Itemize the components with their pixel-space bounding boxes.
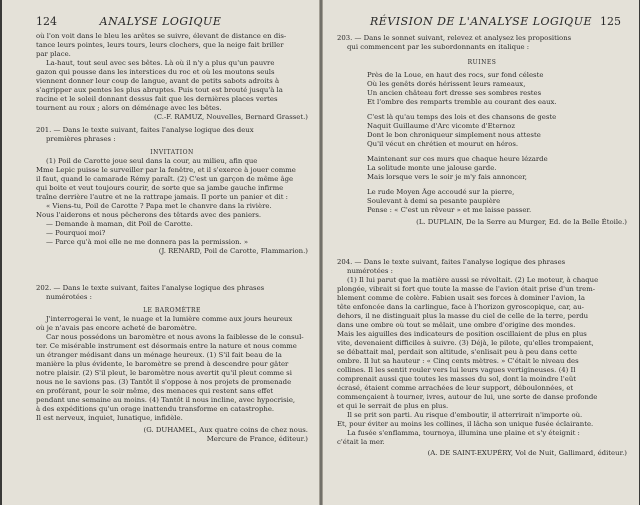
text-line: gazon qui pousse dans les interstices du roc et où les moutons seuls — [36, 68, 275, 76]
text-line: comprenait aussi que toutes les masses du sol, dont la moindre l'eût — [337, 375, 577, 383]
text-line: traîne derrière l'autre et ne la rattrape jamais. Il porte un panier et dit : — [36, 193, 288, 201]
text-line: La fusée s'enflamma, tournoya, illumina une plaine et s'y éteignit : — [347, 429, 580, 437]
poem-line: Et l'ombre des remparts tremble au courant des eaux. — [367, 98, 557, 106]
text-line: nous ne le savions pas. (3) Tantôt il s'oppose à nos projets de promenade — [36, 378, 292, 386]
text-line: tance leurs pointes, leurs tours, leurs clochers, que la neige fait briller — [36, 41, 284, 49]
exercise-heading: numérotées : — [46, 293, 92, 301]
text-line: il faut, quand le camarade Rémy paraît. (2) C'est un garçon de même âge — [36, 175, 294, 183]
poem-line: Naquit Guillaume d'Arc vicomte d'Eternoz — [367, 122, 516, 130]
exercise-heading: numérotées : — [347, 267, 393, 275]
poem-line: Maintenant sur ces murs que chaque heure lézarde — [367, 155, 548, 163]
exercise-title: LE BAROMÈTRE — [143, 307, 201, 314]
exercise-heading: 204. — Dans le texte suivant, faites l'analyse logique des phrases — [337, 258, 566, 266]
exercise-heading: 202. — Dans le texte suivant, faites l'analyse logique des phrases — [36, 284, 265, 292]
text-line: s'agripper aux pentes les plus abruptes. Puis tout est brouté jusqu'à la — [36, 86, 283, 94]
poem — [337, 71, 627, 215]
exercise-title: RUINES — [467, 59, 497, 66]
exercise-201 — [36, 126, 308, 256]
text-line: qui boite et veut toujours courir, de sorte que sa jambe gauche infirme — [36, 184, 284, 192]
text-line: blement comme de colère. Fabien usait ses forces à dominer l'avion, la — [337, 294, 585, 302]
left-top-paragraph — [36, 32, 308, 122]
poem-line: Soulevant à demi sa pesante paupière — [367, 197, 501, 205]
source-citation: (A. DE SAINT-EXUPÉRY, Vol de Nuit, Gallimard, éditeur.) — [427, 449, 627, 457]
left-running-head: ANALYSE LOGIQUE — [99, 15, 222, 28]
exercise-203 — [337, 34, 627, 227]
right-page-number: 125 — [600, 15, 621, 28]
text-line: (1) Il lui parut que la matière aussi se révoltait. (2) Le moteur, à chaque — [347, 276, 599, 284]
text-line: plongée, vibrait si fort que toute la masse de l'avion était prise d'un trem- — [337, 285, 596, 293]
poem-line: Un ancien château fort dresse ses sombres restes — [367, 89, 542, 97]
text-line: commençaient à tourner, ivres, autour de lui, une sorte de danse profonde — [337, 393, 598, 401]
poem-line: Dont le bon chroniqueur simplement nous atteste — [367, 131, 541, 139]
poem-line: Mais lorsque vers le soir je m'y fais annoncer, — [367, 173, 527, 181]
exercise-204 — [337, 258, 627, 458]
text-line: en proférant, pour le soir même, des menaces qui restent sans effet — [36, 387, 274, 395]
text-line: par place. — [36, 50, 71, 58]
right-running-head: RÉVISION DE L'ANALYSE LOGIQUE — [369, 15, 592, 28]
text-line: Mme Lepic puisse le surveiller par la fenêtre, et il s'exerce à jouer comme — [36, 166, 296, 174]
source-citation: Mercure de France, éditeur.) — [206, 435, 308, 443]
text-line: se débattait mal, perdait son altitude, s'enlisait peu à peu dans cette — [337, 348, 577, 356]
right-page — [323, 0, 639, 505]
exercise-title: INVITATION — [150, 149, 194, 156]
poem-line: La solitude monte une jalouse garde. — [367, 164, 497, 172]
exercise-heading: 203. — Dans le sonnet suivant, relevez et analysez les propositions — [337, 34, 572, 42]
exercise-heading: premières phrases : — [46, 135, 116, 143]
text-line: « Viens-tu, Poil de Carotte ? Papa met le chanvre dans la rivière. — [46, 202, 272, 210]
text-line: — Demande à maman, dit Poil de Carotte. — [46, 220, 193, 228]
text-line: pendant une semaine au moins. (4) Tantôt il nous incline, avec hypocrisie, — [36, 396, 296, 404]
text-line: ombre. Il lut sa hauteur : « Cinq cents mètres. » C'était le niveau des — [337, 357, 579, 365]
text-line: Car nous possédons un baromètre et nous avons la faiblesse de le consul- — [46, 333, 304, 341]
text-line: collines. Il les sentit rouler vers lui leurs vagues vertigineuses. (4) Il — [337, 366, 576, 374]
text-line: où je n'avais pas encore acheté de baromètre. — [36, 324, 197, 332]
text-line: viennent donner leur coup de langue, avant de petits sabots adroits à — [36, 77, 280, 85]
text-line: et qui le serrait de plus en plus. — [337, 402, 449, 410]
text-line: Il se prit son parti. Au risque d'emboutir, il atterrirait n'importe où. — [347, 411, 583, 419]
text-line: écrasé, étaient comme arrachées de leur support, déboulonnées, et — [337, 384, 574, 392]
text-line: tournent au roux ; alors on déménage avec les bêtes. — [36, 104, 222, 112]
text-line: Nous l'aiderons et nous pêcherons des têtards avec des paniers. — [36, 211, 262, 219]
poem-line: Pense : « C'est un rêveur » et me laisse passer. — [367, 206, 532, 214]
poem-line: Le rude Moyen Âge accoudé sur la pierre, — [367, 188, 515, 196]
text-line: un étranger médisant dans un ménage heureux. (1) S'il fait beau de la — [36, 351, 282, 359]
poem-line: C'est là qu'au temps des lois et des chansons de geste — [367, 113, 557, 121]
text-line: J'interrogerai le vent, le nuage et la lumière comme aux jours heureux — [46, 315, 293, 323]
source-citation: (G. DUHAMEL, Aux quatre coins de chez nous. — [143, 426, 308, 434]
left-page-number: 124 — [36, 15, 57, 28]
text-line: notre plaisir. (2) S'il pleut, le baromètre nous avertit qu'il pleut comme si — [36, 369, 292, 377]
text-line: ter. Ce misérable instrument est désormais entre la nature et nous comme — [36, 342, 297, 350]
text-line: — Pourquoi moi? — [46, 229, 106, 237]
source-citation: (C.-F. RAMUZ, Nouvelles, Bernard Grasset.) — [154, 113, 308, 121]
exercise-202 — [36, 284, 308, 444]
left-page — [2, 0, 319, 505]
source-citation: (J. RENARD, Poil de Carotte, Flammarion.) — [158, 247, 308, 255]
text-line: manière la plus évidente, le baromètre se prend à descendre pour gâter — [36, 360, 289, 368]
text-line: (1) Poil de Carotte joue seul dans la cour, au milieu, afin que — [46, 157, 258, 165]
exercise-heading: qui commencent par les subordonnants en italique : — [347, 43, 530, 51]
poem-line: Près de la Loue, en haut des rocs, sur fond céleste — [367, 71, 544, 79]
text-line: Il est nerveux, inquiet, lunatique, infidèle. — [36, 414, 183, 422]
text-line: où l'on voit dans le bleu les arêtes se suivre, élevant de distance en dis- — [36, 32, 287, 40]
text-line: dehors, il ne distinguait plus la masse du ciel de celle de la terre, perdu — [337, 312, 589, 320]
text-line: c'était la mer. — [337, 438, 385, 446]
text-line: vite, devenaient difficiles à suivre. (3) Déjà, le pilote, qu'elles trompaient, — [337, 339, 594, 347]
poem-line: Qu'il vécut en chrétien et mourut en héros. — [367, 140, 519, 148]
source-citation: (L. DUPLAIN, De la Serre au Murger, Ed. de la Belle Étoile.) — [416, 218, 627, 226]
exercise-heading: 201. — Dans le texte suivant, faites l'analyse logique des deux — [36, 126, 254, 134]
text-line: Mais les aiguilles des indicateurs de position oscillaient de plus en plus — [337, 330, 587, 338]
text-line: racine et le soleil donnant dessus fait que les dernières places vertes — [36, 95, 278, 103]
text-line: La-haut, tout seul avec ses bêtes. Là où il n'y a plus qu'un pauvre — [46, 59, 275, 67]
text-line: tête enfoncée dans la carlingue, face à l'horizon gyroscopique, car, au- — [337, 303, 584, 311]
text-line: dans une ombre où tout se mêlait, une ombre d'origine des mondes. — [337, 321, 576, 329]
text-line: — Parce qu'à moi elle ne me donnera pas la permission. » — [46, 238, 249, 246]
text-line: à des expéditions qu'un orage inattendu transforme en catastrophe. — [36, 405, 275, 413]
poem-line: Où les genêts dorés hérissent leurs rameaux, — [367, 80, 526, 88]
text-line: Et, pour éviter au moins les collines, il lâcha son unique fusée éclairante. — [337, 420, 594, 428]
